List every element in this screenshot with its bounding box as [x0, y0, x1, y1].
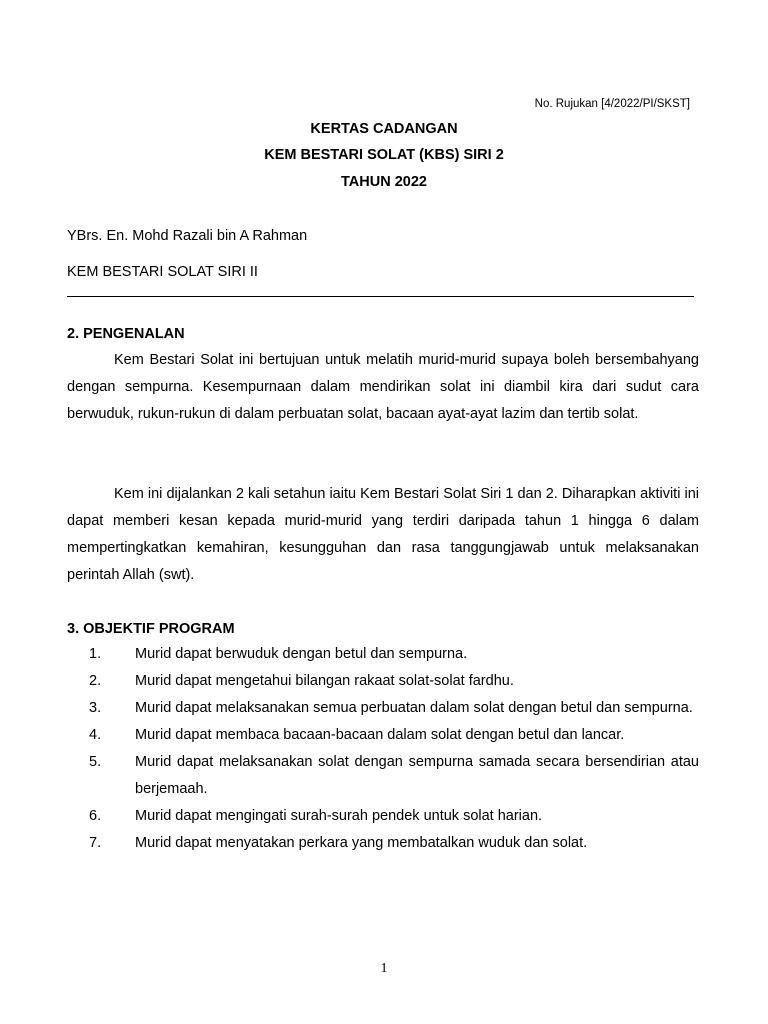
introduction-paragraph: Kem ini dijalankan 2 kali setahun iaitu Kem Bestari Solat Siri 1 dan 2. Diharapkan aktiviti ini dapat memberi kesan kepada murid-murid yang terdiri daripada tahun 1 hingga 6 dalam mempertingkatkan kemahiran, kesungguhan dan rasa tanggungjawab untuk melaksanakan perintah Allah (swt).	[67, 486, 699, 583]
list-item	[67, 722, 699, 749]
list-item-number: 1.	[89, 646, 102, 662]
list-item-number: 4.	[89, 727, 102, 743]
objectives-list	[67, 641, 699, 857]
section-heading-objectives: 3. OBJEKTIF PROGRAM	[67, 621, 235, 637]
document-year: TAHUN 2022	[341, 174, 427, 190]
list-item	[67, 695, 699, 722]
list-item-text: Murid dapat menyatakan perkara yang membatalkan wuduk dan solat.	[135, 835, 588, 851]
page-number: 1	[380, 961, 388, 976]
list-item	[67, 749, 699, 803]
reference-number: No. Rujukan [4/2022/PI/SKST]	[534, 98, 690, 110]
salutation: YBrs. En. Mohd Razali bin A Rahman	[67, 228, 308, 244]
document-subtitle: KEM BESTARI SOLAT (KBS) SIRI 2	[264, 147, 504, 163]
list-item-number: 2.	[89, 673, 102, 689]
list-item-number: 7.	[89, 835, 102, 851]
list-item-text: Murid dapat berwuduk dengan betul dan sempurna.	[135, 646, 468, 662]
section-heading-introduction: 2. PENGENALAN	[67, 326, 185, 342]
underline-divider	[67, 296, 694, 297]
list-item	[67, 830, 699, 857]
list-item	[67, 641, 699, 668]
introduction-paragraph: Kem Bestari Solat ini bertujuan untuk melatih murid-murid supaya boleh bersembahyang dengan sempurna. Kesempurnaan dalam mendirikan solat ini diambil kira dari sudut cara berwuduk, rukun-rukun di dalam perbuatan solat, bacaan ayat-ayat lazim dan tertib solat.	[67, 352, 699, 422]
list-item-text: Murid dapat melaksanakan solat dengan sempurna samada secara bersendirian atau berjemaah.	[135, 754, 699, 797]
list-item-number: 3.	[89, 700, 102, 716]
list-item-text: Murid dapat membaca bacaan-bacaan dalam solat dengan betul dan lancar.	[135, 727, 625, 743]
document-title: KERTAS CADANGAN	[310, 121, 458, 137]
list-item	[67, 668, 699, 695]
list-item-number: 6.	[89, 808, 102, 824]
list-item-text: Murid dapat mengetahui bilangan rakaat solat-solat fardhu.	[135, 673, 514, 689]
list-item-text: Murid dapat mengingati surah-surah pendek untuk solat harian.	[135, 808, 543, 824]
list-item-number: 5.	[89, 754, 102, 770]
subject-line: KEM BESTARI SOLAT SIRI II	[67, 264, 258, 280]
list-item-text: Murid dapat melaksanakan semua perbuatan dalam solat dengan betul dan sempurna.	[135, 700, 693, 716]
list-item	[67, 803, 699, 830]
